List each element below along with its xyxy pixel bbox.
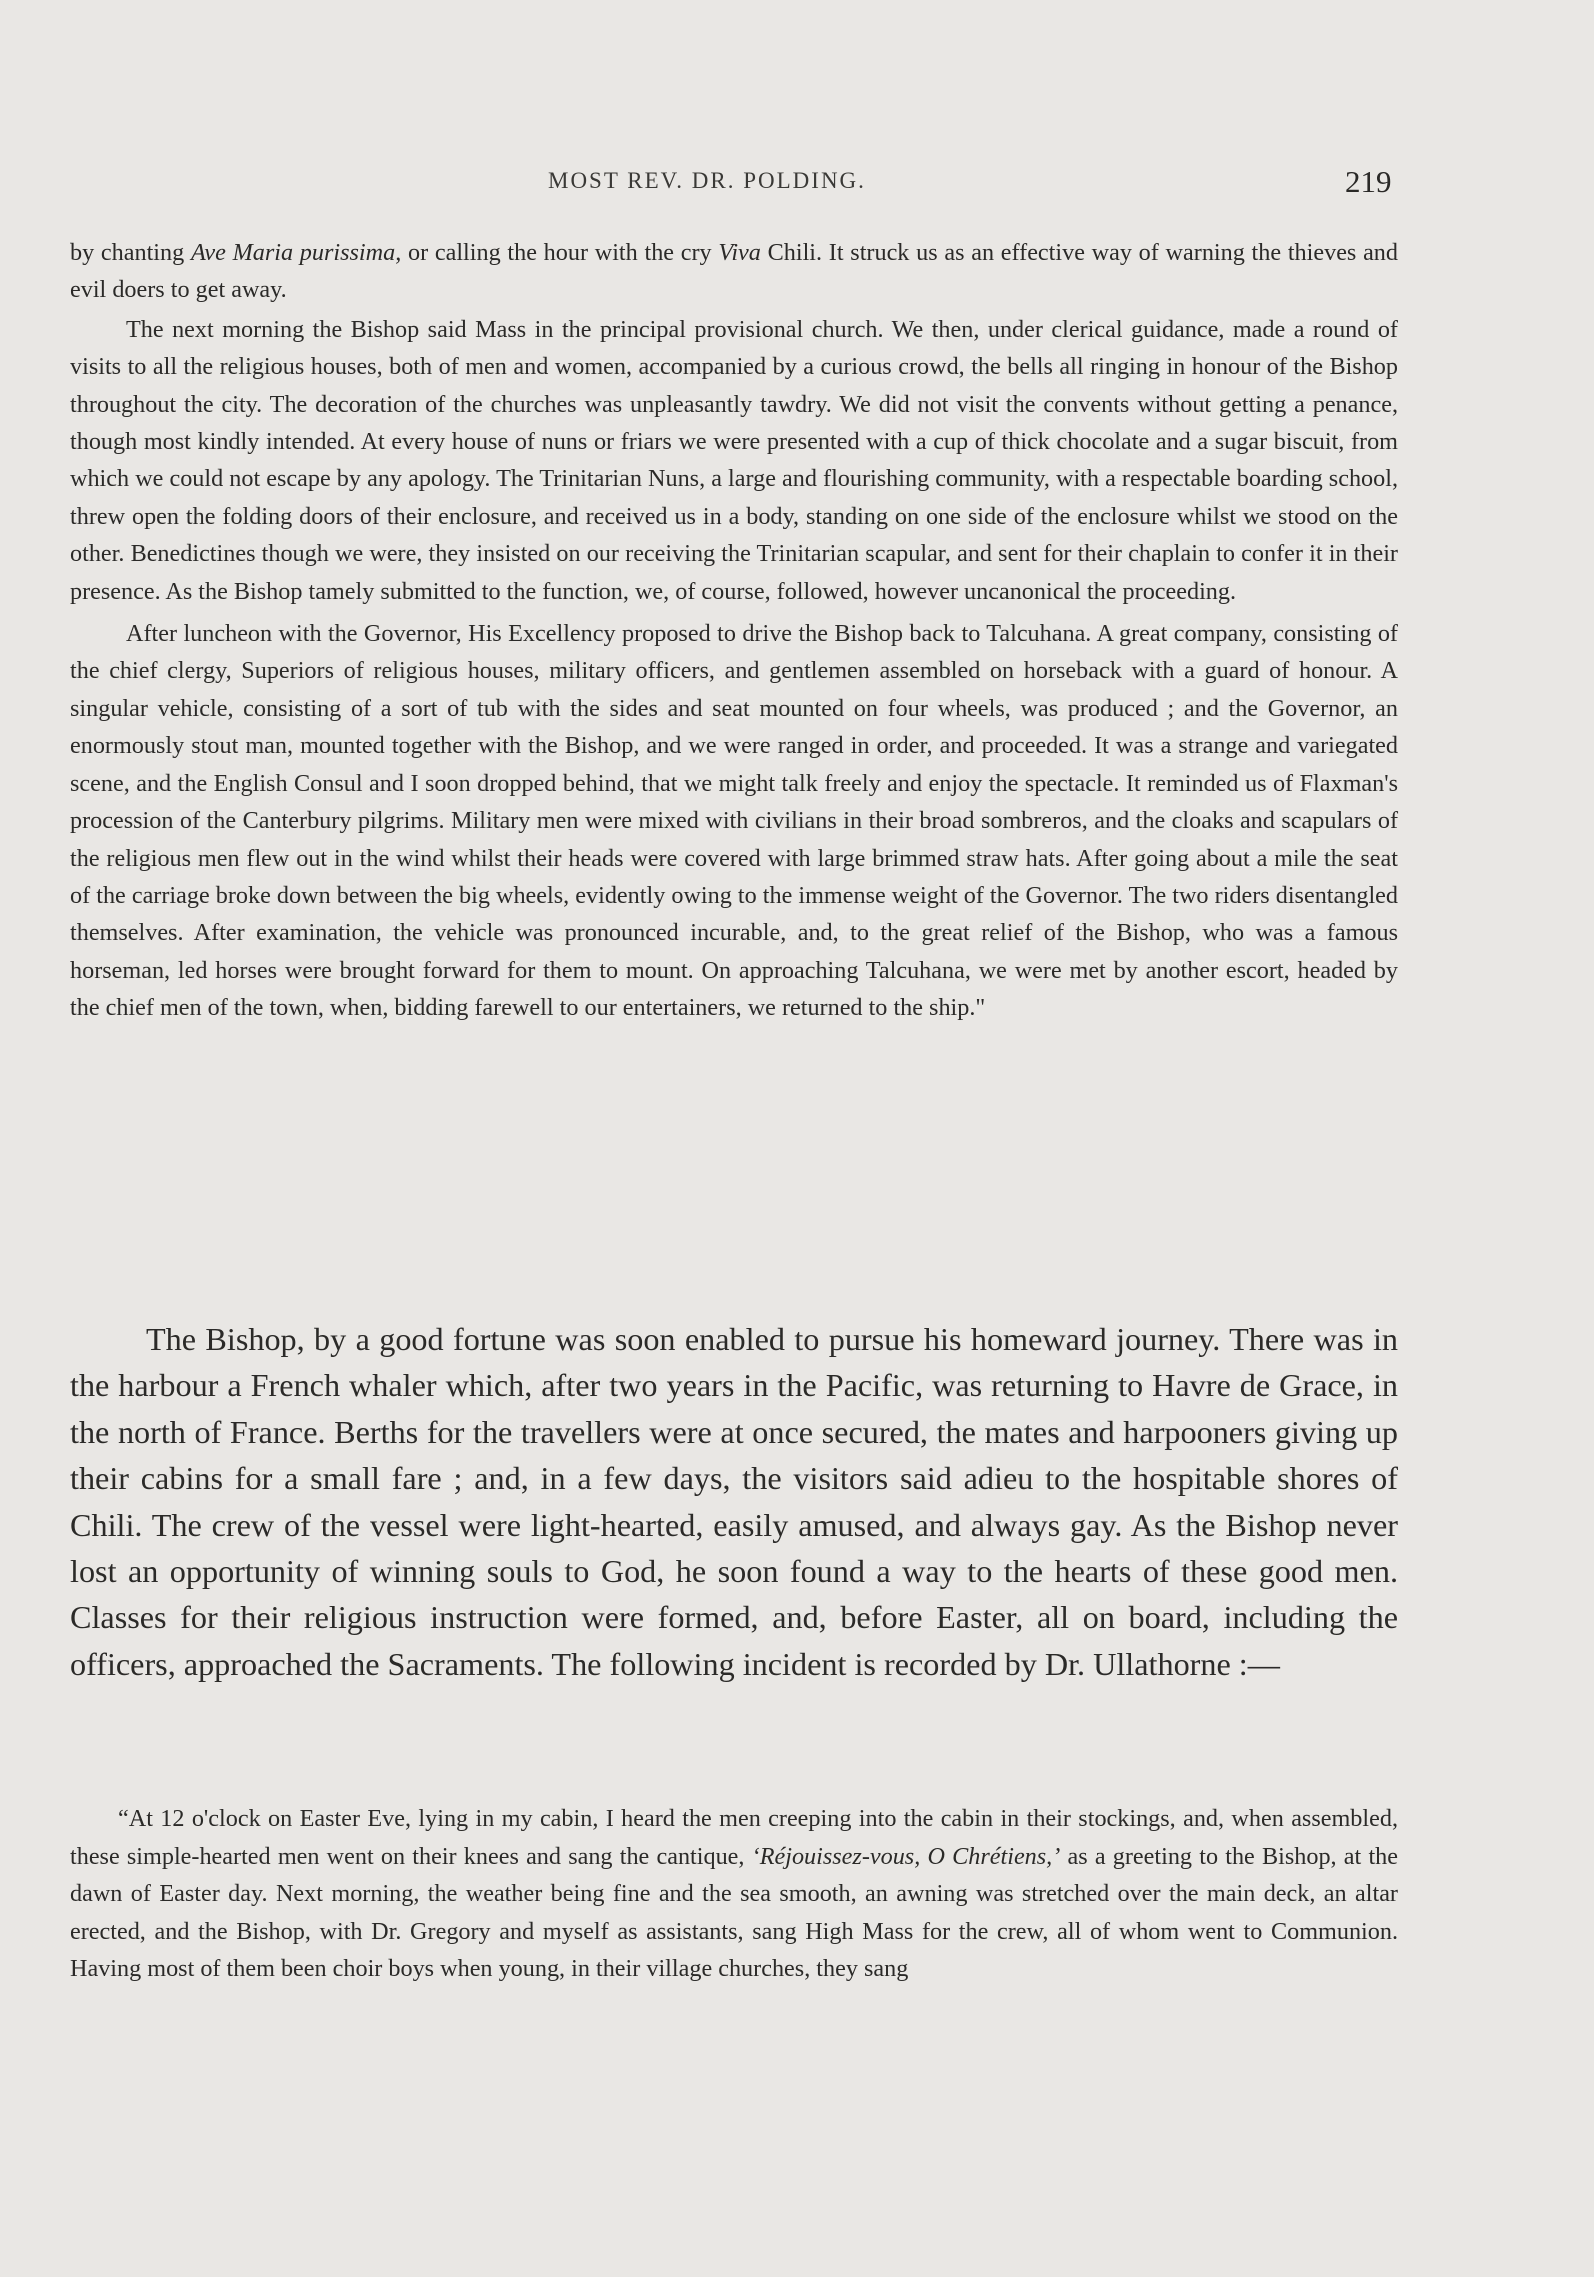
main-paragraph: The Bishop, by a good fortune was soon enabled to pursue his homeward journey. There was in the harbour a French whaler which, after two years in the Pacific, was returning to Havre de Grace, in the north of France. Berths for the travellers were at once secured, the mates and harpooners giving up their cabins for a small fare ; and, in a few days, the visitors said adieu to the hospitable shores of Chili. The crew of the vessel were light-hearted, easily amused, and always gay. As the Bishop never lost an opportunity of winning souls to God, he soon found a way to the hearts of these good men. Classes for their religious instruction were formed, and, before Easter, all on board, including the officers, approached the Sacraments. The following incident is recorded by Dr. Ullathorne :— (70, 1321, 1398, 1682)
text-run: or calling the hour with the cry (401, 239, 719, 266)
page-number: 219 (1345, 164, 1392, 199)
main-text-block (70, 1316, 1398, 1687)
quoted-footnote-block (70, 1800, 1398, 1988)
text-run: “At 12 o'clock on Easter Eve, lying in my cabin, I heard the men creeping into the cabin in their stockings, and, when assembled, these simple-hearted men went on their knees and sang the cantique, (70, 1805, 1398, 1870)
quote-paragraph: The next morning the Bishop said Mass in the principal provisional church. We then, under clerical guidance, made a round of visits to all the religious houses, both of men and women, accompanied by a curious crowd, the bells all ringing in honour of the Bishop throughout the city. The decoration of the churches was unpleasantly tawdry. We did not visit the convents without getting a penance, though most kindly intended. At every house of nuns or friars we were presented with a cup of thick chocolate and a sugar biscuit, from which we could not escape by any apology. The Trinitarian Nuns, a large and flourishing community, with a respectable boarding school, threw open the folding doors of their enclosure, and received us in a body, standing on one side of the enclosure whilst we stood on the other. Benedictines though we were, they insisted on our receiving the Trinitarian scapular, and sent for their chaplain to confer it in their presence. As the Bishop tamely submitted to the function, we, of course, followed, however uncanonical the proceeding. (70, 315, 1398, 605)
text-run: by chanting (70, 239, 191, 266)
quote-paragraph (70, 234, 1398, 309)
italic-phrase: ‘Réjouissez-vous, O Chrétiens,’ (751, 1842, 1061, 1870)
italic-phrase: Ave Maria purissima, (190, 239, 402, 266)
text-run: as a greeting to the Bishop, at the dawn of Easter day. Next morning, the weather being fine and the sea smooth, an awning was stretched over the main deck, an altar erected, and the Bishop, with Dr. Gregory and myself as assistants, sang High Mass for the crew, all of whom went to Communion. Having most of them been choir boys when young, in their village churches, they sang (70, 1842, 1398, 1983)
running-head: MOST REV. DR. POLDING. (548, 168, 866, 193)
quote-paragraph: After luncheon with the Governor, His Excellency proposed to drive the Bishop back to Talcuhana. A great company, consisting of the chief clergy, Superiors of religious houses, military officers, and gentlemen assembled on horseback with a guard of honour. A singular vehicle, consisting of a sort of tub with the sides and seat mounted on four wheels, was produced ; and the Governor, an enormously stout man, mounted together with the Bishop, and we were ranged in order, and proceeded. It was a strange and variegated scene, and the English Consul and I soon dropped behind, that we might talk freely and enjoy the spectacle. It reminded us of Flaxman's procession of the Canterbury pilgrims. Military men were mixed with civilians in their broad sombreros, and the cloaks and scapulars of the religious men flew out in the wind whilst their heads were covered with large brimmed straw hats. After going about a mile the seat of the carriage broke down between the big wheels, evidently owing to the immense weight of the Governor. The two riders disentangled themselves. After examination, the vehicle was pronounced incurable, and, to the great relief of the Bishop, who was a famous horseman, led horses were brought forward for them to mount. On approaching Talcuhana, we were met by another escort, headed by the chief men of the town, when, bidding farewell to our entertainers, we returned to the ship." (70, 620, 1398, 1022)
italic-phrase: Viva (718, 239, 761, 266)
quote-paragraph (70, 1800, 1398, 1988)
quoted-narrative-block (70, 234, 1398, 1027)
text-run: Chili. It struck us as an effective way of warning the thieves and evil doers to get away. (70, 239, 1398, 304)
